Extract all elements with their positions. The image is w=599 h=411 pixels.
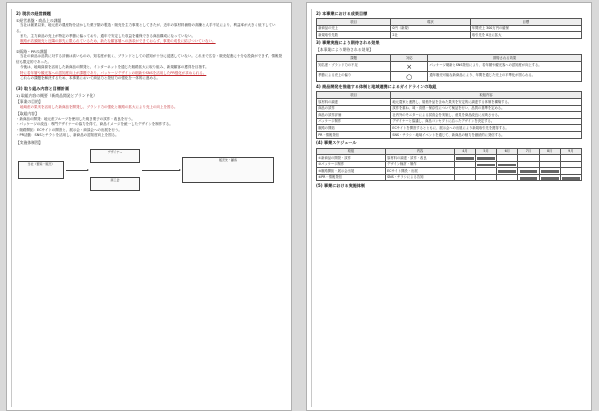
- table-row: パッケージ制作 デザイナーと協議し、商品コンセプトに沿ったデザインを決定する。: [317, 118, 582, 125]
- highlighted-paragraph: 特に若年層や観光客への認知度向上が課題であり、パッケージデザインの刷新やSNSを活用したPR強化が求められる。: [20, 70, 207, 75]
- schedule-bar: [498, 164, 516, 167]
- table-header: 5月: [476, 148, 497, 155]
- section-heading: 2) 本事業における成果目標: [316, 10, 368, 16]
- schedule-bar: [477, 157, 495, 160]
- label: 【事業の目的】: [16, 99, 43, 105]
- margin-guide: [11, 9, 12, 407]
- table-header: 7月: [518, 148, 539, 155]
- paragraph: 当社は創業以来、地元産の農産物を活かした菓子類の製造・販売を主力事業としてきたが、近年の原材料価格の高騰と人手不足により、利益率が大きく低下している。: [16, 23, 276, 33]
- schedule-bar: [477, 164, 495, 167]
- margin-guide: [311, 9, 312, 407]
- schedule-bar: [498, 170, 516, 173]
- label: 【本事業により期待される効果】: [316, 47, 373, 53]
- section-heading: (5) 事業における実施体制: [316, 182, 365, 188]
- table-header: 取組: [317, 148, 386, 155]
- list-item: ・新商品の開発：地元産フルーツを使用した焼き菓子の試作・改良を行う。: [16, 117, 135, 122]
- table-row: 販路の開拓 ECサイトを開設するとともに、展示会への出展により新規取引先を獲得する。: [317, 125, 582, 132]
- diagram-arrow: [66, 170, 88, 171]
- document-page-right: [306, 2, 592, 411]
- schedule-bar: [562, 177, 580, 180]
- page-right-content: [316, 9, 582, 189]
- schedule-bar: [456, 157, 474, 160]
- circle-mark-icon: ○: [406, 72, 413, 81]
- structure-diagram: [16, 147, 282, 195]
- table-header: 対応: [391, 55, 428, 62]
- paragraph: 今後は、地域資源を活用した新商品の開発と、インターネットを通じた販路拡大に取り組み、新規顧客の獲得を目指す。: [20, 65, 209, 70]
- table-header: 目標: [470, 19, 581, 26]
- schedule-bar: [541, 177, 559, 180]
- label: 【取組内容】: [16, 111, 39, 117]
- list-item: ・PR活動：SNSとチラシを活用し、新商品の認知度向上を図る。: [16, 133, 119, 138]
- table-header: 9月: [560, 148, 581, 155]
- table-row: 新規取引先数 2社 取引先を 8社に拡大: [317, 32, 582, 39]
- table-header: 4月: [454, 148, 475, 155]
- subsection-heading: ①経営基盤・商品上の課題: [16, 17, 62, 23]
- table-header: 課題: [317, 55, 391, 62]
- table-row: PR・情報発信 SNS・チラシ・地域イベントを通じて、新商品の魅力を継続的に発信する。: [317, 131, 582, 138]
- section-heading: 3) 事業実施により期待される効果: [316, 40, 380, 46]
- table-header: 内容: [385, 148, 454, 155]
- table-header: 項目: [317, 92, 391, 99]
- page-left-content: [16, 9, 282, 195]
- diagram-box-customers: 販売先・顧客: [182, 157, 274, 183]
- table-row: ①新商品の開発・試作 原材料の調達・試作・改良: [317, 155, 582, 162]
- schedule-bar: [520, 177, 538, 180]
- table-header: 現状: [391, 19, 471, 26]
- section-heading: (3) 取り組み内容と目標計画: [16, 85, 70, 91]
- table-row: 新商品の売上 0円（新規） 年間売上 300万円の確保: [317, 25, 582, 32]
- table-row: ④PR・情報発信 SNS・チラシによる告知: [317, 174, 582, 181]
- table-header: 期待される効果: [428, 55, 582, 62]
- diagram-box-chamber: 商工会: [90, 177, 140, 191]
- section-heading: (4) 事業スケジュール: [316, 140, 357, 145]
- paragraph: 当社の商品は品質に対する評価は高いものの、知名度が低く、ブランドとしての認知が十分に浸透していない。これまで広告・販売促進に十分な投資ができず、情報発信も限定的であった。: [16, 54, 283, 64]
- table-row: 原材料の調達 地元農家と連携し、規格外品を含めた果実を安定的に調達する体制を構築する。: [317, 98, 582, 105]
- table-row: 商品の試作評価 社内外のモニターによる試食会を実施し、意見を商品改良に反映させる。: [317, 112, 582, 119]
- subsection-heading: ②販路・PRの課題: [16, 48, 48, 54]
- table-header: 8月: [539, 148, 560, 155]
- diagram-box-company: 当社（製造・販売）: [18, 161, 64, 179]
- list-item: ・販路開拓：ECサイトの開設と、展示会・商談会への出展を行う。: [16, 127, 122, 132]
- table-header: 項目: [317, 19, 391, 26]
- label: 【実施体制図】: [16, 139, 43, 145]
- cross-mark-icon: ×: [406, 62, 413, 71]
- schedule-bar: [541, 170, 559, 173]
- effects-table: [316, 54, 582, 82]
- targets-table: [316, 18, 582, 39]
- document-page-left: [6, 2, 292, 411]
- diagram-arrow: [142, 170, 180, 171]
- schedule-table: [316, 148, 582, 182]
- paragraph: また、主力商品の売上が特定の季節に偏っており、通年で安定した収益を確保できる商品構成になっていない。: [20, 33, 195, 38]
- table-row: ③販路開拓・展示会出展 ECサイト開設・出展: [317, 168, 582, 175]
- guideline-table: [316, 91, 582, 138]
- section-heading: 4) 商品開発を推進する体制と地域連携によるガイドラインの取組: [316, 83, 437, 89]
- list-item: ・パッケージの改良：専門デザイナーの協力を得て、商品イメージを統一したデザインを制作する。: [16, 122, 173, 127]
- schedule-bar: [520, 170, 538, 173]
- table-row: ②パッケージ制作 デザイン検討・制作: [317, 161, 582, 168]
- diagram-box-designer: デザイナー: [90, 149, 140, 163]
- paragraph: これらの課題を解決するため、本事業において商品力と発信力の強化を一体的に進める。: [20, 75, 160, 80]
- table-header: 6月: [497, 148, 518, 155]
- table-row: 知名度・ブランド力の不足 × パッケージ刷新とSNS発信により、若年層や観光客への認知度が向上する。: [317, 61, 582, 71]
- highlighted-paragraph: 地域産の果実を活用した新商品を開発し、ブランド力の強化と販路の拡大により売上の向上を図る。: [20, 105, 178, 110]
- section-heading: 2) 現状の経営課題: [16, 10, 51, 16]
- subsection-heading: 1) 取組内容の概要（新商品開発とブランド化）: [16, 92, 98, 98]
- table-header: 取組内容: [391, 92, 582, 99]
- table-row: 商品の試作 試作を重ね、味・食感・保存性について検証を行い、品質の基準を定める。: [317, 105, 582, 112]
- table-row: 季節による売上の偏り ○ 通年販売可能な新商品により、年間を通じた売上の平準化が図られる。: [317, 72, 582, 82]
- highlighted-paragraph: 販路が店頭販売と近隣の卸先に限られているため、新たな顧客層への訴求ができておらず、事業の成長に結びついていない。: [20, 39, 216, 44]
